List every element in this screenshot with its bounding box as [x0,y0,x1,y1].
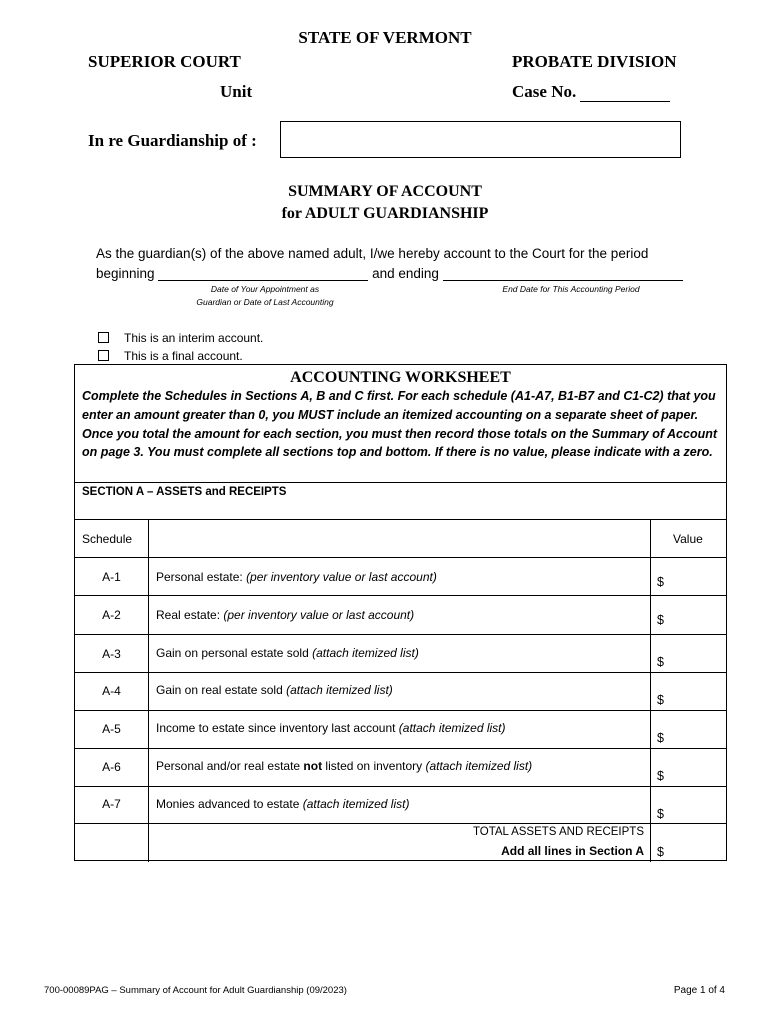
row-divider [75,557,726,558]
row-divider [75,748,726,749]
state-heading: STATE OF VERMONT [298,28,472,47]
total-instruction: Add all lines in Section A [501,844,644,858]
court-heading: SUPERIOR COURT [88,52,241,71]
value-field-a3[interactable]: $ [657,655,664,669]
interim-label: This is an interim account. [124,331,264,345]
schedule-description: Monies advanced to estate (attach itemized list) [156,797,410,811]
case-number-field[interactable] [580,87,670,102]
worksheet-instructions: Complete the Schedules in Sections A, B and C first. For each schedule (A1-A7, B1-B7 and C1-C2) that you enter an amount greater than 0, you MUST include an itemized accounting on a separate sheet of paper. Once you total the amount for each section, you must then record those totals on the Summary of Account on page 3. You must complete all sections top and bottom. If there is no value, please indicate with a zero. [82,389,718,460]
value-field-a1[interactable]: $ [657,575,664,589]
beginning-label: beginning [96,266,155,281]
schedule-code: A-4 [102,684,121,698]
page-number: Page 1 of 4 [673,985,725,996]
value-field-a7[interactable]: $ [657,807,664,821]
row-divider [75,634,726,635]
row-divider [75,823,726,824]
inre-label: In re Guardianship of : [88,131,257,150]
schedule-description: Personal estate: (per inventory value or last account) [156,570,437,584]
final-account-option[interactable] [98,349,243,363]
form-title: SUMMARY OF ACCOUNT [288,183,482,200]
total-label: TOTAL ASSETS AND RECEIPTS [472,826,644,838]
ending-date-field[interactable] [443,266,683,281]
schedule-description: Real estate: (per inventory value or last account) [156,608,415,622]
row-divider [75,595,726,596]
division-heading: PROBATE DIVISION [512,52,677,71]
worksheet-title: ACCOUNTING WORKSHEET [290,369,511,386]
schedule-description: Gain on personal estate sold (attach itemized list) [156,646,419,660]
case-number [512,82,670,102]
unit-label: Unit [220,82,253,101]
divider [75,482,726,483]
schedule-code: A-3 [102,647,121,661]
case-number-label: Case No. [512,82,577,101]
schedule-column-header: Schedule [82,532,133,546]
final-checkbox[interactable] [98,350,109,361]
schedule-description: Income to estate since inventory last account (attach itemized list) [156,721,506,735]
total-value-field[interactable]: $ [657,845,664,859]
schedule-column-divider [148,519,149,862]
ending-date-hint: End Date for This Accounting Period [502,284,640,294]
and-ending-label: and ending [372,266,439,281]
final-label: This is a final account. [124,349,243,363]
form-subtitle: for ADULT GUARDIANSHIP [281,205,489,222]
schedule-code: A-2 [102,608,121,622]
schedule-description: Gain on real estate sold (attach itemized list) [156,683,393,697]
schedule-code: A-6 [102,760,121,774]
schedule-code: A-1 [102,570,121,584]
form-id: 700-00089PAG – Summary of Account for Adult Guardianship (09/2023) [44,985,347,996]
row-divider [75,672,726,673]
ward-name-field[interactable] [280,121,681,158]
section-a-heading: SECTION A – ASSETS and RECEIPTS [82,486,287,498]
interim-checkbox[interactable] [98,332,109,343]
value-column-divider [650,519,651,862]
value-field-a2[interactable]: $ [657,613,664,627]
row-divider [75,710,726,711]
intro-text: As the guardian(s) of the above named adult, I/we hereby account to the Court for the period [96,246,649,261]
beginning-hint-line2: Guardian or Date of Last Accounting [196,297,334,307]
period-line [96,266,683,281]
value-field-a4[interactable]: $ [657,693,664,707]
schedule-code: A-5 [102,722,121,736]
beginning-date-field[interactable] [158,266,368,281]
value-column-header: Value [673,532,703,546]
value-field-a6[interactable]: $ [657,769,664,783]
divider [75,519,726,520]
interim-account-option[interactable] [98,331,263,345]
row-divider [75,786,726,787]
accounting-worksheet [74,364,727,861]
beginning-date-hint [160,284,370,307]
beginning-hint-line1: Date of Your Appointment as [210,284,320,294]
value-field-a5[interactable]: $ [657,731,664,745]
schedule-description: Personal and/or real estate not listed on inventory (attach itemized list) [156,759,533,773]
schedule-code: A-7 [102,797,121,811]
